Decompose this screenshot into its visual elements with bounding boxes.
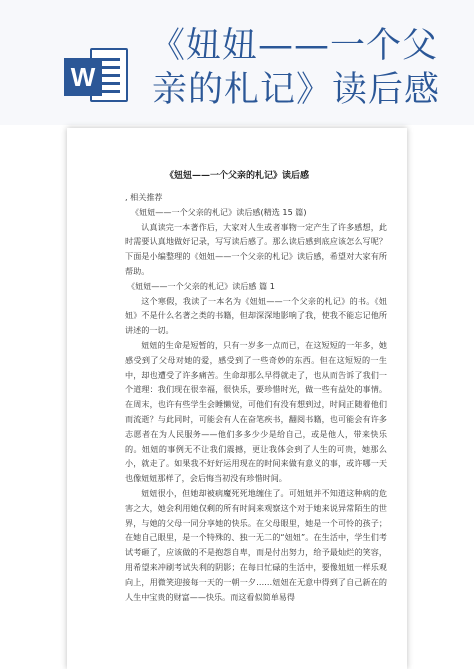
section-heading: 《妞妞——一个父亲的札记》读后感 篇 1 [127, 280, 275, 291]
related-recommend: , 相关推荐 [125, 192, 163, 202]
paragraph: 这个寒假，我读了一本名为《妞妞——一个父亲的札记》的书。《妞妞》不是什么名著之类的书籍，但却深深地影响了我，使我不能忘记他所讲述的一切。 [125, 295, 387, 336]
word-icon [64, 44, 130, 106]
document-title: 《妞妞——一个父亲的札记》读后感 [164, 171, 309, 181]
document-page [67, 128, 407, 669]
cover-title-line-2: 亲的札记》读后感 [152, 70, 441, 110]
paragraph: 妞妞很小，但她却被病魔死死地缠住了。可妞妞并不知道这种病的危害之大，她会利用她仅剩的所有时间来观察这个对于她来说异常陌生的世界，与她的父母一同分享她的快乐。在父母眼里，她是一个可怜的孩子；在她自己眼里，是一个特殊的、独一无二的“妞妞”。在生活中，学生们考试考砸了，应该做的不是抱怨自卑，而是付出努力，给予最灿烂的笑容，用希望来冲刷考试失利的阴影；在每日忙碌的生活中，要像妞妞一样乐观向上，用微笑迎接每一天的一朝一夕……妞妞在无意中得到了自己新在的人生中宝贵的财富——快乐。而这看似简单易得 [125, 487, 387, 602]
cover-title-line-1: 《妞妞——一个父 [150, 26, 439, 66]
paragraph: 妞妞的生命是短暂的，只有一岁多一点而已，在这短短的一年多，她感受到了父母对她的爱，感受到了一些奇妙的东西。但在这短短的一生中，却也遭受了许多痛苦。生命却那么早得就走了，也从而告诉了我们一个道理：我们现在很幸福，很快乐，要珍惜时光，做一些有益处的事情。在周末，也许有些学生会睡懒觉，可他们有没有想到过，时间正随着他们而流逝？与此同时，可能会有人在奋笔疾书，翻阅书籍，也可能会有许多志愿者在为人民服务——他们多多少少是给自己，或是他人，带来快乐的。妞妞的事例无不让我们震撼，更让我体会到了人生的可贵，她那么小，就走了。如果我不好好运用现在的时间来做有意义的事，或许哪一天也像妞妞那样了，会后悔当初没有珍惜时间。 [125, 339, 387, 484]
intro-paragraph: 认真读完一本著作后，大家对人生或者事物一定产生了许多感想，此时需要认真地做好记录，写写读后感了。那么读后感到底应该怎么写呢？下面是小编整理的《妞妞——一个父亲的札记》读后感，希望对大家有所帮助。 [125, 221, 387, 276]
word-badge: W [64, 58, 102, 96]
document-body [125, 190, 387, 604]
cover-banner [0, 0, 474, 125]
collection-title: 《妞妞——一个父亲的札记》读后感(精选 15 篇) [131, 206, 307, 217]
